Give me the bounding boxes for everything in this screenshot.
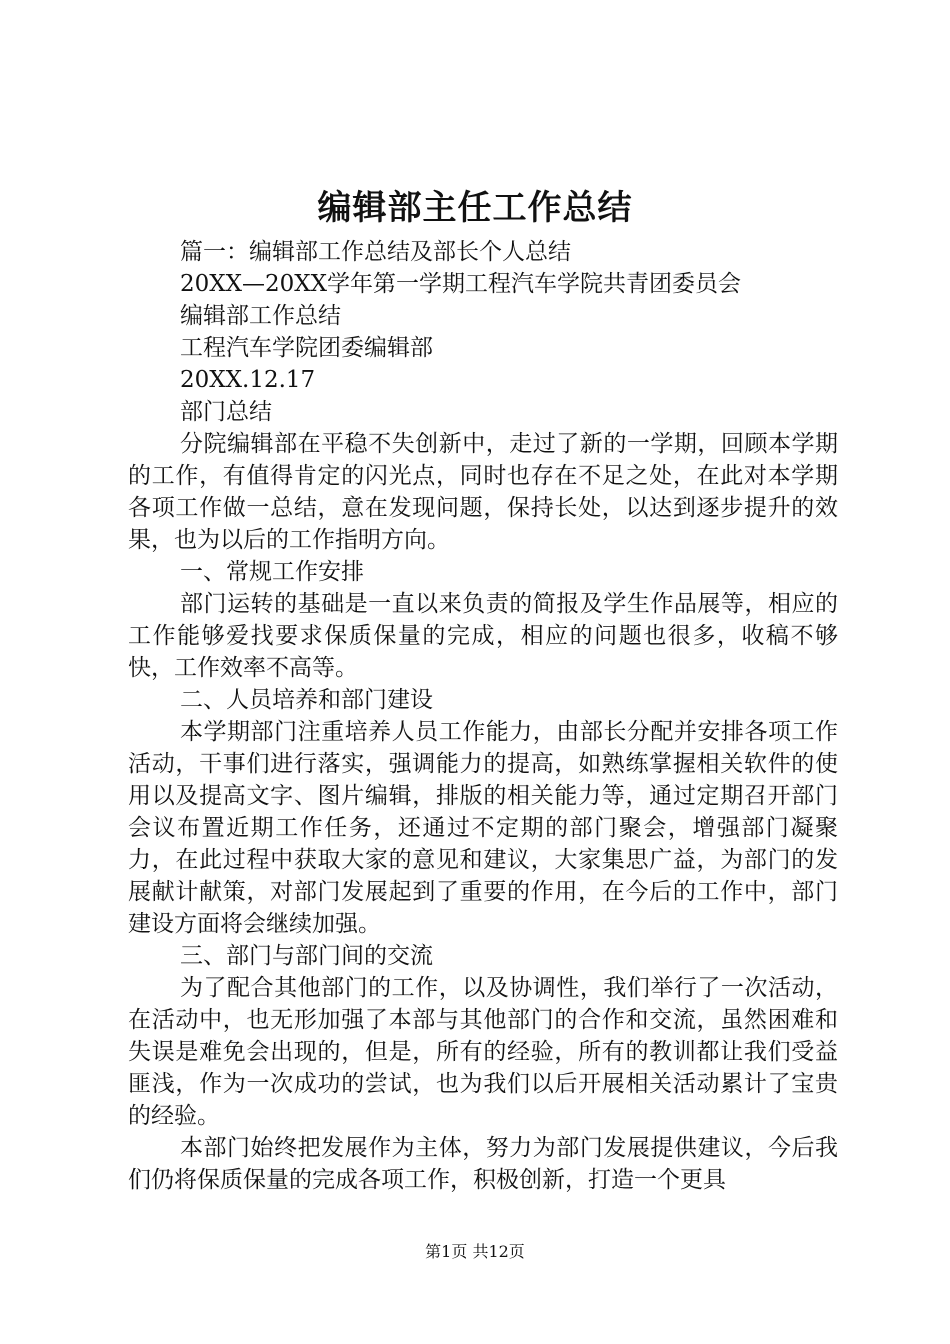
document-title: 编辑部主任工作总结 <box>317 188 633 228</box>
department-name: 工程汽车学院团委编辑部 <box>180 335 433 361</box>
document-body <box>128 236 838 1196</box>
report-subtitle: 编辑部工作总结 <box>180 303 341 329</box>
section-label: 部门总结 <box>180 399 272 425</box>
subsection-heading: 三、部门与部门间的交流 <box>180 943 433 969</box>
academic-year-line: 20XX—20XX学年第一学期工程汽车学院共青团委员会 <box>180 271 742 297</box>
body-paragraph: 部门运转的基础是一直以来负责的简报及学生作品展等，相应的工作能够爱找要求保质保量的完成，相应的问题也很多，收稿不够快，工作效率不高等。 <box>128 591 838 681</box>
report-date: 20XX.12.17 <box>180 367 316 393</box>
body-paragraph: 为了配合其他部门的工作，以及协调性，我们举行了一次活动，在活动中，也无形加强了本部与其他部门的合作和交流，虽然困难和失误是难免会出现的，但是，所有的经验，所有的教训都让我们受益匪浅，作为一次成功的尝试，也为我们以后开展相关活动累计了宝贵的经验。 <box>128 975 838 1129</box>
section-heading: 篇一：编辑部工作总结及部长个人总结 <box>180 239 571 265</box>
body-paragraph: 分院编辑部在平稳不失创新中，走过了新的一学期，回顾本学期的工作，有值得肯定的闪光点，同时也存在不足之处，在此对本学期各项工作做一总结，意在发现问题，保持长处，以达到逐步提升的效果，也为以后的工作指明方向。 <box>128 431 838 553</box>
body-paragraph: 本学期部门注重培养人员工作能力，由部长分配并安排各项工作活动，干事们进行落实，强调能力的提高，如熟练掌握相关软件的使用以及提高文字、图片编辑，排版的相关能力等，通过定期召开部门会议布置近期工作任务，还通过不定期的部门聚会，增强部门凝聚力，在此过程中获取大家的意见和建议，大家集思广益，为部门的发展献计献策，对部门发展起到了重要的作用，在今后的工作中，部门建设方面将会继续加强。 <box>128 719 838 937</box>
subsection-heading: 二、人员培养和部门建设 <box>180 687 433 713</box>
body-paragraph: 本部门始终把发展作为主体，努力为部门发展提供建议，今后我们仍将保质保量的完成各项工作，积极创新，打造一个更具 <box>128 1135 838 1193</box>
page-number-footer: 第1页 共12页 <box>425 1242 525 1261</box>
subsection-heading: 一、常规工作安排 <box>180 559 364 585</box>
